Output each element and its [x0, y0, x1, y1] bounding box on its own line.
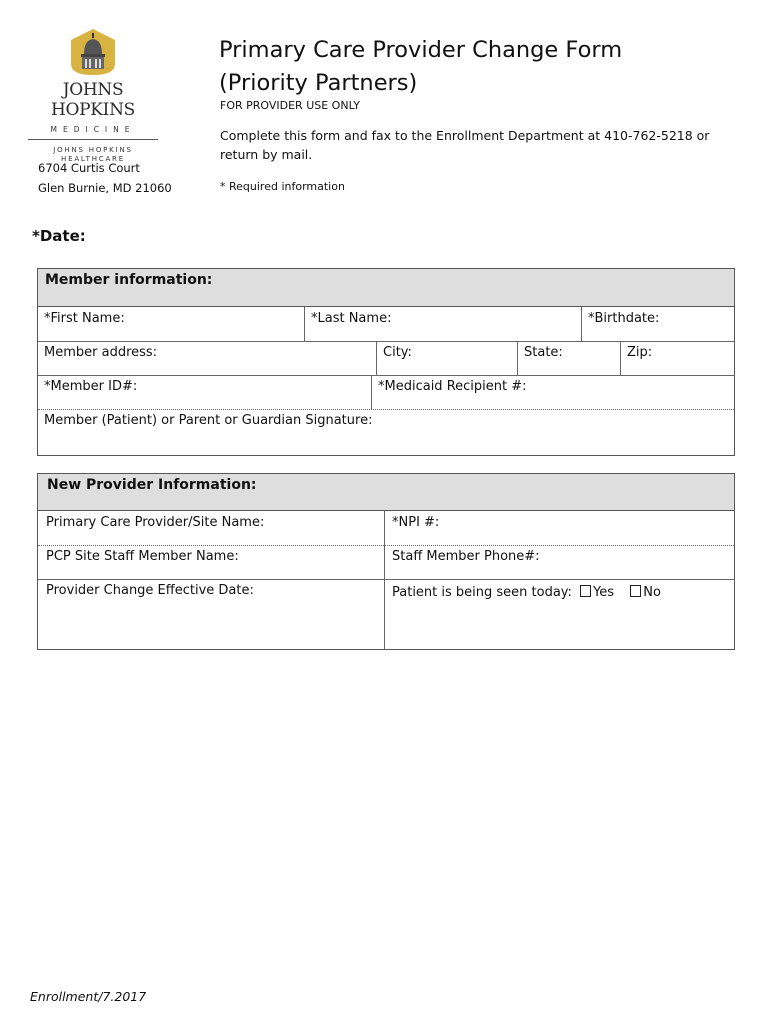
first-name-label: *First Name: [44, 311, 125, 326]
no-checkbox[interactable] [630, 585, 641, 597]
provider-information-table [37, 473, 735, 650]
first-name-field[interactable] [38, 307, 304, 330]
staff-name-label: PCP Site Staff Member Name: [46, 549, 239, 564]
staff-name-field[interactable] [40, 545, 384, 568]
member-address-field[interactable] [38, 341, 376, 364]
medicaid-label: *Medicaid Recipient #: [378, 379, 527, 394]
medicaid-field[interactable] [372, 375, 732, 398]
title-line2: (Priority Partners) [219, 70, 418, 96]
city-label: City: [383, 345, 412, 360]
provider-only-note: FOR PROVIDER USE ONLY [220, 99, 360, 112]
npi-field[interactable] [386, 511, 732, 534]
form-title [219, 34, 622, 100]
title-line1: Primary Care Provider Change Form [219, 37, 623, 63]
last-name-label: *Last Name: [311, 311, 392, 326]
signature-field[interactable] [38, 409, 732, 453]
zip-field[interactable] [621, 341, 732, 364]
member-id-label: *Member ID#: [44, 379, 138, 394]
address-line2: Glen Burnie, MD 21060 [38, 181, 172, 195]
footer-code: Enrollment/7.2017 [30, 989, 147, 1004]
pcp-site-label: Primary Care Provider/Site Name: [46, 515, 265, 530]
staff-phone-label: Staff Member Phone#: [392, 549, 540, 564]
yes-label: Yes [593, 585, 615, 600]
effective-date-label: Provider Change Effective Date: [46, 583, 254, 598]
member-id-field[interactable] [38, 375, 371, 398]
seen-today-field [386, 581, 732, 604]
seen-today-label: Patient is being seen today: [392, 585, 572, 600]
date-field[interactable]: *Date: [32, 227, 86, 245]
zip-label: Zip: [627, 345, 653, 360]
logo-line1: JOHNS HOPKINS [53, 146, 133, 154]
dome-icon [70, 28, 116, 76]
required-note: * Required information [220, 180, 345, 193]
last-name-field[interactable] [305, 307, 581, 330]
address-line1: 6704 Curtis Court [38, 161, 140, 175]
logo-line2: HEALTHCARE [61, 155, 125, 163]
state-label: State: [524, 345, 563, 360]
johns-hopkins-logo [28, 28, 158, 164]
yes-checkbox[interactable] [580, 585, 591, 597]
birthdate-field[interactable] [582, 307, 732, 330]
no-label: No [643, 585, 661, 600]
member-information-table [37, 268, 735, 456]
effective-date-field[interactable] [40, 579, 384, 647]
logo-subtitle: MEDICINE [50, 125, 136, 134]
logo-divider [28, 139, 158, 140]
city-field[interactable] [377, 341, 517, 364]
member-address-label: Member address: [44, 345, 158, 360]
instructions: Complete this form and fax to the Enrollment Department at 410-762-5218 or return by mail. [220, 128, 710, 162]
staff-phone-field[interactable] [386, 545, 732, 568]
state-field[interactable] [518, 341, 620, 364]
provider-header: New Provider Information: [38, 474, 734, 511]
member-header: Member information: [38, 269, 734, 307]
signature-label: Member (Patient) or Parent or Guardian Signature: [44, 413, 373, 428]
logo-name: JOHNS HOPKINS [50, 80, 136, 120]
birthdate-label: *Birthdate: [588, 311, 660, 326]
pcp-site-field[interactable] [40, 511, 384, 534]
npi-label: *NPI #: [392, 515, 440, 530]
